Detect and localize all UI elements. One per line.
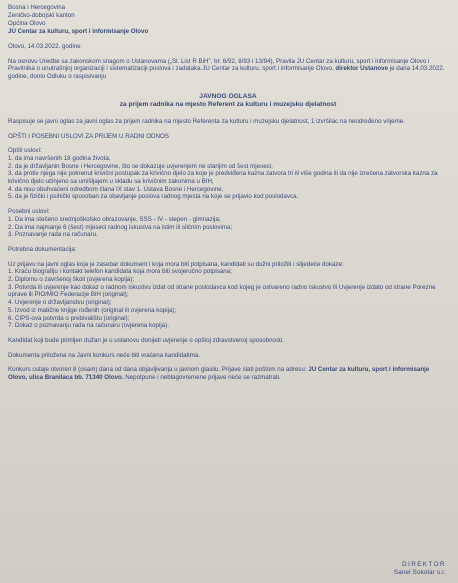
list-item: 3. Potvrda ili uvjerenje kao dokaz o radnom iskustvu izdat od strane poslodavca kod kojeg je ostvareno radno iskustvo ili Uvjerenje izdato od strane Porezne uprave ili PIO/MIO Federacije BiH (original); <box>8 283 436 299</box>
list-item: 4. Uvjerenje o državljanstvu (original); <box>8 299 112 307</box>
letterhead <box>8 4 448 36</box>
intro-text-bold: direktor Ustanove <box>335 65 389 73</box>
signature-role: DIREKTOR <box>402 561 446 568</box>
document-title <box>8 93 448 109</box>
closing-text-part1: Konkurs ostaje otvoren 8 (osam) dana od dana objavljivanja u javnom glasilu. Prijave slati poštom na adresu: <box>8 366 309 374</box>
intro-paragraph <box>8 58 448 81</box>
list-item: 5. da je fizički i psihički sposoban za obavljanje poslova radnog mjesta na koje se prijavio kod poslodavca. <box>8 193 299 201</box>
letterhead-canton: Zeničko-dobojski kanton <box>8 12 75 19</box>
special-conditions-heading: Posebni uslovi: <box>8 208 50 216</box>
list-item: 1. Kraću biografiju i kontakt telefon kandidata koja mora biti svojeručno potpisana; <box>8 268 232 276</box>
health-note: Kandidat koji bude primljen dužan je u ustanovu donijeti uvjerenje o opštoj zdravstvenoj sposobnosti. <box>8 336 284 344</box>
required-documents-intro: Uz prijavu na javni oglas koja je zasebar dokument i koja mora biti potpisana, kandidati su dužni priložiti i slijedeće dokaze: <box>8 260 344 268</box>
letterhead-municipality: Općina Olovo <box>8 20 46 27</box>
closing-address: JU Centar za kulturu, sport i informisanje Olovo, ulica Branilaca bb. 71340 Olovo. <box>8 366 430 382</box>
general-conditions <box>8 147 448 201</box>
list-item: 1. da ima navršenih 18 godina života, <box>8 154 111 162</box>
return-note: Dokumenta priložena na Javni konkurs neće biti vraćena kandidatima. <box>8 351 200 359</box>
closing-paragraph <box>8 366 448 381</box>
title-line-2: za prijem radnika na mjesto Referent za kulturu i muzejsku djelatnost <box>119 100 337 108</box>
list-item: 2. da je državljanin Bosne i Hercegovine, što se dokazuje uvjerenjem ne starijim od šest mjeseci, <box>8 162 273 170</box>
general-conditions-heading: Opšti uslovi: <box>8 147 42 155</box>
list-item: 2. Da ima najmanje 6 (šest) mjeseci radnog iskustva na istim ili sličnim poslovima; <box>8 223 233 231</box>
signature-name: Sanel Sokolar s.r. <box>393 569 446 576</box>
list-item: 3. da protiv njega nije pokrenut krivični postupak za krivično djelo za koje je predviđena kazna zatvora tri ili više godina ili da nije izrečena zatvorska kazna za krivično djelo učinjeno sa umišljajem u skladu sa krivičnim zakonima u BIH, <box>8 170 438 186</box>
list-item: 6. CIPS-ova potvrda o prebivalištu (original); <box>8 314 130 322</box>
letterhead-country: Bosna i Hercegovina <box>8 4 66 11</box>
intro-text-part2: je dana 14.03.2022. godine, donio Odluku o raspisivanju <box>8 65 445 81</box>
section-heading: OPŠTI I POSEBNI USLOVI ZA PRIJEM U RADNI ODNOS <box>8 132 169 140</box>
intro-text-part1: Na osnovu Uredbe sa zakonskom snagom o Ustanovama („Sl. List R BiH", br. 6/92, 8/93 i 13/94), Pravila JU Centar za kulturu, sport i informisanje Olovo i Pravilnika o unutrašnjoj organizaciji i sistematizaciji poslova i zadataka JU Centar za kulturu, sport i informisanje Olovo, <box>8 57 430 73</box>
list-item: 5. Izvod iz matične knjige rođenih (original ili ovjerena kopija); <box>8 306 177 314</box>
list-item: 4. da nisu obuhvaćeni odredbom člana IX stav 1. Ustava Bosne i Hercegovine, <box>8 185 224 193</box>
special-conditions <box>8 208 448 239</box>
list-item: 7. Dokaz o poznavanju rada na računaru (ovjerena kopija). <box>8 322 169 330</box>
letterhead-institution: JU Centar za kulturu, sport i informisanje Olovo <box>8 28 149 35</box>
closing-text-part2: Nepotpune i neblagovremene prijave neće se razmatrati. <box>123 374 281 382</box>
date-line: Olovo, 14.03.2022. godine <box>8 43 81 50</box>
required-documents-heading: Potrebna dokumentacija: <box>8 245 77 253</box>
announcement-paragraph: Raspisuje se javni oglas za javni oglas za prijem radnika na mjesto Referenta za kulturu i muzejsku djelatnost, 1 izvršilac na neodređeno vrijeme. <box>8 117 405 125</box>
list-item: 3. Poznavanje rada na računaru. <box>8 231 98 239</box>
signature-block <box>394 561 446 577</box>
list-item: 2. Diplomu o završenoj školi (ovjerena kopija); <box>8 276 135 284</box>
list-item: 1. Da ima stečeno srednjoškolsko obrazovanje, SSS - IV - stepen - gimnazija; <box>8 215 221 223</box>
title-line-1: JAVNOG OGLASA <box>199 92 257 100</box>
required-documents <box>8 246 448 330</box>
